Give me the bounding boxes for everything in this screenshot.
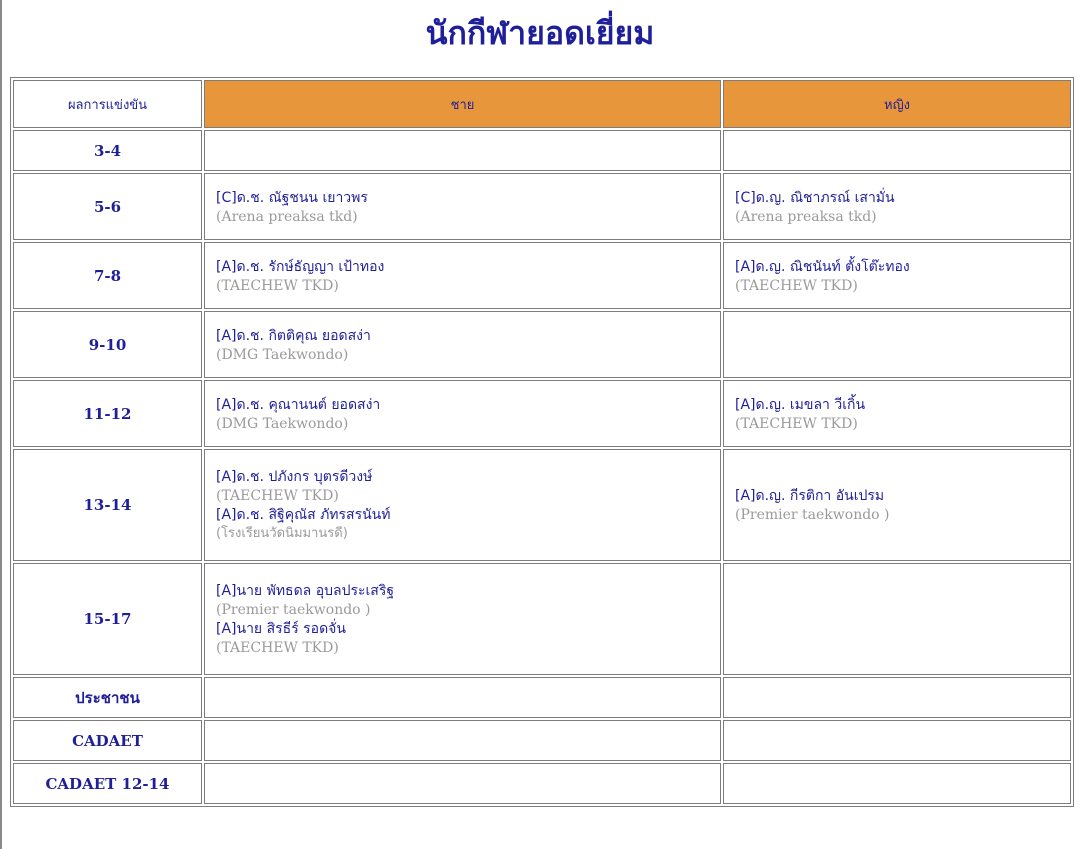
female-cell [723, 563, 1071, 675]
male-cell [204, 677, 721, 718]
athlete-club: (DMG Taekwondo) [216, 346, 349, 363]
table-row [13, 763, 1071, 804]
athlete-club: (TAECHEW TKD) [216, 640, 339, 656]
table-row [13, 720, 1071, 761]
header-male: ชาย [204, 80, 721, 128]
category-cell: 15-17 [13, 563, 202, 675]
female-cell [723, 380, 1071, 447]
category-cell: CADAET [13, 720, 202, 761]
page-left-border [0, 0, 2, 849]
category-cell: 3-4 [13, 130, 202, 171]
male-cell [204, 763, 721, 804]
female-cell [723, 720, 1071, 761]
table-row [13, 563, 1071, 675]
female-cell [723, 449, 1071, 561]
female-cell [723, 763, 1071, 804]
male-cell [204, 720, 721, 761]
female-cell [723, 311, 1071, 378]
athlete-club: (โรงเรียนวัดนิมมานรดี) [216, 526, 348, 541]
page-title: นักกีฬายอดเยี่ยม [425, 14, 655, 52]
athlete-name: [A]ด.ญ. ณิชนันท์ ตั้งโต๊ะทอง [735, 258, 910, 275]
category-cell: 11-12 [13, 380, 202, 447]
male-cell [204, 311, 721, 378]
header-row [13, 80, 1071, 128]
athlete-club: (TAECHEW TKD) [216, 488, 339, 504]
male-cell [204, 449, 721, 561]
athlete-club: (Premier taekwondo ) [735, 507, 890, 523]
results-table [10, 77, 1074, 807]
category-cell: 7-8 [13, 242, 202, 309]
header-result: ผลการแข่งขัน [13, 80, 202, 128]
male-cell [204, 242, 721, 309]
athlete-club: (Arena preaksa tkd) [735, 208, 877, 225]
athlete-name: [A]ด.ช. สิฐิคุณัส ภัทรสรนันท์ [216, 507, 391, 523]
male-cell [204, 380, 721, 447]
athlete-club: (Premier taekwondo ) [216, 602, 371, 618]
athlete-club: (TAECHEW TKD) [216, 277, 339, 294]
header-female: หญิง [723, 80, 1071, 128]
category-cell: 9-10 [13, 311, 202, 378]
athlete-name: [C]ด.ญ. ณิชาภรณ์ เสามั่น [735, 189, 895, 206]
table-row [13, 449, 1071, 561]
athlete-club: (Arena preaksa tkd) [216, 208, 358, 225]
category-cell: CADAET 12-14 [13, 763, 202, 804]
table-row [13, 173, 1071, 240]
female-cell [723, 677, 1071, 718]
category-cell: ประชาชน [13, 677, 202, 718]
table-row [13, 130, 1071, 171]
athlete-club: (TAECHEW TKD) [735, 415, 858, 432]
female-cell [723, 242, 1071, 309]
female-cell [723, 130, 1071, 171]
athlete-name: [A]ด.ช. รักษ์ธัญญา เป้าทอง [216, 258, 385, 275]
athlete-name: [C]ด.ช. ณัฐชนน เยาวพร [216, 189, 368, 206]
athlete-name: [A]ด.ญ. กีรติกา อันเปรม [735, 488, 885, 504]
athlete-name: [A]ด.ช. ปภังกร บุตรดีวงษ์ [216, 469, 373, 485]
female-cell [723, 173, 1071, 240]
table-row [13, 242, 1071, 309]
athlete-name: [A]ด.ญ. เมขลา วีเกิ้น [735, 396, 866, 413]
male-cell [204, 130, 721, 171]
athlete-name: [A]นาย สิรธีร์ รอดจั่น [216, 621, 346, 637]
male-cell [204, 563, 721, 675]
table-row [13, 311, 1071, 378]
athlete-club: (TAECHEW TKD) [735, 277, 858, 294]
athlete-name: [A]ด.ช. คุณานนต์ ยอดสง่า [216, 396, 381, 413]
athlete-club: (DMG Taekwondo) [216, 415, 349, 432]
athlete-name: [A]นาย พัทธดล อุบลประเสริฐ [216, 583, 395, 599]
athlete-name: [A]ด.ช. กิตติคุณ ยอดสง่า [216, 327, 371, 344]
category-cell: 13-14 [13, 449, 202, 561]
table-row [13, 677, 1071, 718]
category-cell: 5-6 [13, 173, 202, 240]
male-cell [204, 173, 721, 240]
table-row [13, 380, 1071, 447]
